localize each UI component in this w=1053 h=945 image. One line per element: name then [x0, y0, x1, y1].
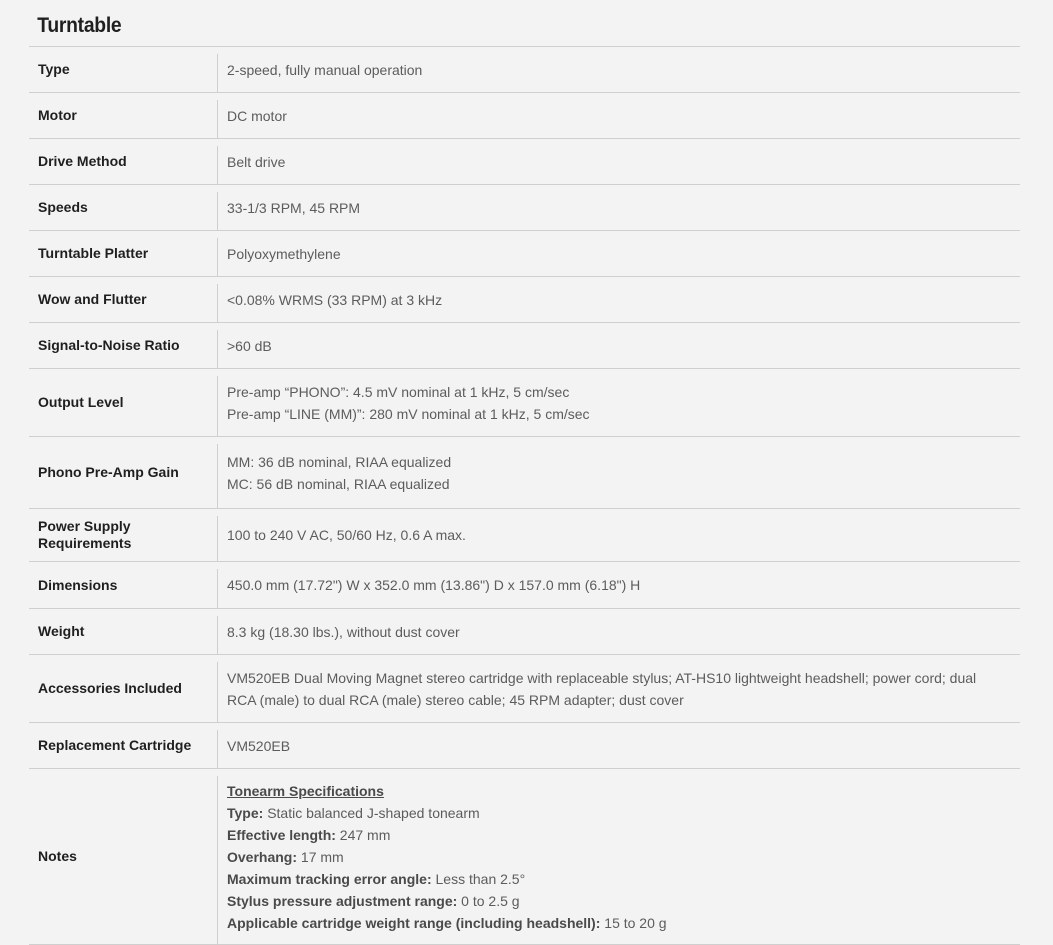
spec-row-motor [29, 93, 1020, 139]
spec-label: Accessories Included [38, 680, 182, 696]
spec-value: Belt drive [227, 153, 286, 170]
spec-label: Motor [38, 107, 77, 123]
spec-label: Drive Method [38, 153, 127, 169]
spec-row-notes [29, 769, 1020, 945]
spec-value: VM520EB Dual Moving Magnet stereo cartridge with replaceable stylus; AT-HS10 lightweight headshell; power cord; dual RCA (male) to dual RCA (male) stereo cable; 45 RPM adapter; dust cover [227, 669, 977, 708]
spec-value: 8.3 kg (18.30 lbs.), without dust cover [227, 623, 460, 640]
notes-heading: Tonearm Specifications [227, 782, 384, 799]
spec-value: Polyoxymethylene [227, 245, 341, 262]
spec-label: Dimensions [38, 576, 118, 593]
spec-label: Replacement Cartridge [38, 737, 192, 753]
spec-row-weight [29, 609, 1020, 655]
notes-item: Overhang: 17 mm [227, 848, 344, 865]
spec-row-drive-method [29, 139, 1020, 185]
spec-row-type [29, 47, 1020, 93]
spec-row-snr [29, 323, 1020, 369]
spec-value: 450.0 mm (17.72") W x 352.0 mm (13.86") D x 157.0 mm (6.18") H [227, 577, 641, 593]
spec-row-replacement-cartridge [29, 723, 1020, 769]
notes-item: Effective length: 247 mm [227, 826, 391, 843]
spec-label: Power Supply Requirements [38, 518, 132, 551]
notes-item: Stylus pressure adjustment range: 0 to 2.5 g [227, 892, 520, 909]
spec-value: 2-speed, fully manual operation [227, 61, 423, 78]
spec-value: Pre-amp “PHONO”: 4.5 mV nominal at 1 kHz, 5 cm/sec Pre-amp “LINE (MM)”: 280 mV nominal at 1 kHz, 5 cm/sec [227, 383, 590, 422]
spec-row-dimensions [29, 562, 1020, 609]
spec-label: Notes [38, 848, 77, 864]
spec-value: DC motor [227, 107, 287, 124]
spec-row-wow-flutter [29, 277, 1020, 323]
spec-row-power-supply [29, 509, 1020, 562]
spec-table [29, 0, 1020, 945]
spec-value: MM: 36 dB nominal, RIAA equalized MC: 56 dB nominal, RIAA equalized [227, 453, 452, 492]
spec-value [218, 769, 1020, 944]
spec-row-phono-gain [29, 437, 1020, 509]
spec-label: Speeds [38, 199, 88, 215]
section-header [29, 0, 1020, 47]
spec-value: <0.08% WRMS (33 RPM) at 3 kHz [227, 291, 443, 308]
spec-label: Phono Pre-Amp Gain [38, 464, 179, 480]
spec-value: >60 dB [227, 337, 272, 354]
spec-row-platter [29, 231, 1020, 277]
spec-label: Signal-to-Noise Ratio [38, 337, 180, 353]
notes-item: Type: Static balanced J-shaped tonearm [227, 804, 480, 821]
spec-label: Type [38, 61, 70, 77]
spec-label: Weight [38, 623, 85, 639]
notes-item: Applicable cartridge weight range (including headshell): 15 to 20 g [227, 914, 667, 931]
spec-label: Turntable Platter [38, 245, 149, 261]
spec-label: Wow and Flutter [38, 291, 147, 307]
spec-row-accessories [29, 655, 1020, 723]
spec-label: Output Level [38, 394, 124, 410]
spec-row-speeds [29, 185, 1020, 231]
spec-value: VM520EB [227, 737, 291, 754]
notes-item: Maximum tracking error angle: Less than 2.5° [227, 870, 526, 887]
section-title: Turntable [37, 14, 122, 37]
spec-row-output-level [29, 369, 1020, 437]
spec-value: 100 to 240 V AC, 50/60 Hz, 0.6 A max. [227, 527, 466, 543]
spec-value: 33-1/3 RPM, 45 RPM [227, 199, 361, 216]
